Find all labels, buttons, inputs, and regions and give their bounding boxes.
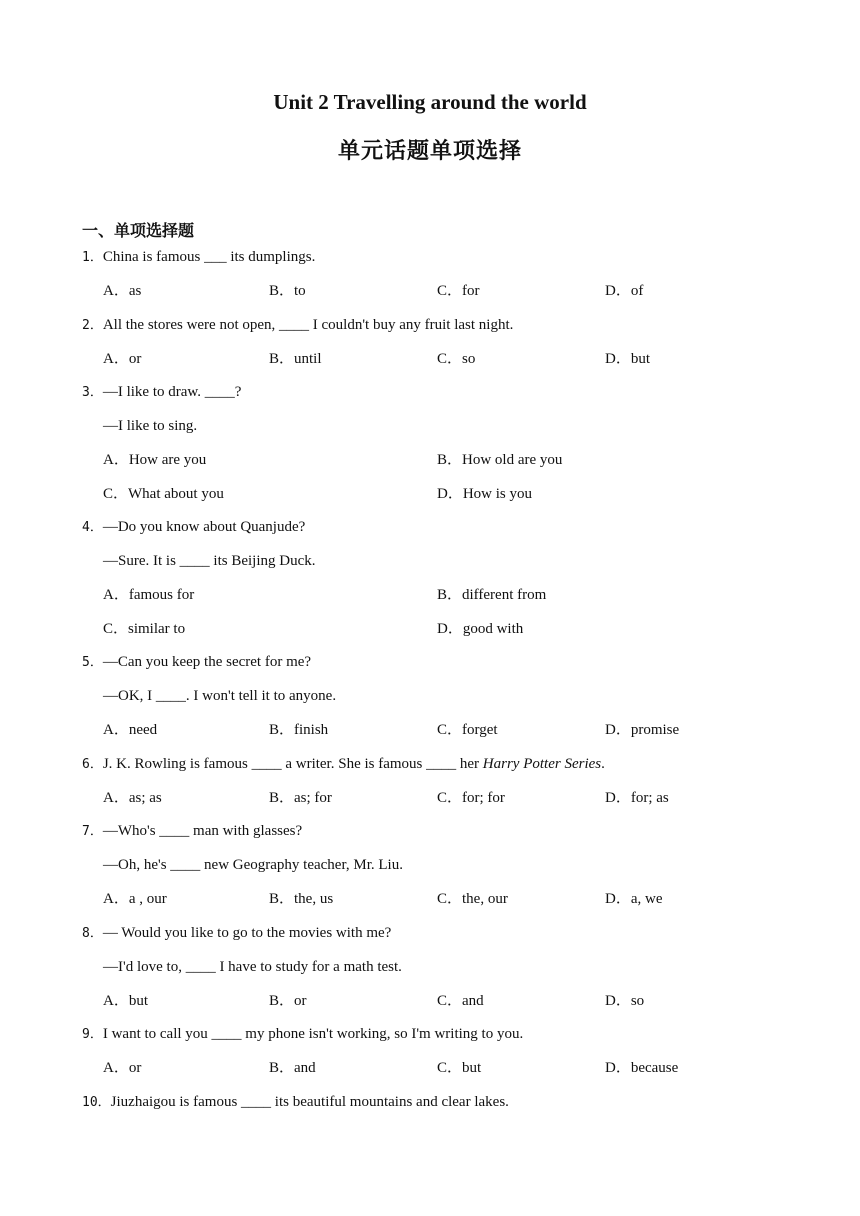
question-stem: —Can you keep the secret for me? xyxy=(102,654,312,670)
option-b[interactable]: B．or xyxy=(269,993,307,1009)
question-number: 4． xyxy=(82,520,103,535)
question-5 xyxy=(82,652,311,673)
option-d[interactable]: D．a, we xyxy=(605,891,663,907)
question-stem-reply: —I like to sing. xyxy=(103,418,198,434)
option-a[interactable]: A．or xyxy=(103,1060,142,1076)
option-c[interactable]: C．the, our xyxy=(437,891,508,907)
page-subtitle: 单元话题单项选择 xyxy=(337,139,522,164)
option-c[interactable]: C．forget xyxy=(437,722,498,738)
option-b[interactable]: B．different from xyxy=(437,587,547,603)
option-b[interactable]: B．finish xyxy=(269,722,329,738)
question-number: 7． xyxy=(82,824,103,839)
option-c[interactable]: C．similar to xyxy=(103,621,186,637)
option-a[interactable]: A．but xyxy=(103,993,149,1009)
option-b[interactable]: B．How old are you xyxy=(437,452,563,468)
page-title: Unit 2 Travelling around the world xyxy=(273,90,587,114)
question-stem: I want to call you ____ my phone isn't working, so I'm writing to you. xyxy=(102,1026,524,1042)
question-1 xyxy=(82,247,315,268)
question-stem: China is famous ___ its dumplings. xyxy=(102,249,316,265)
option-b[interactable]: B．until xyxy=(269,351,322,367)
option-b[interactable]: B．and xyxy=(269,1060,316,1076)
question-8 xyxy=(82,923,391,944)
question-number: 2． xyxy=(82,318,103,333)
option-c[interactable]: C．for xyxy=(437,283,480,299)
question-stem: Jiuzhaigou is famous ____ its beautiful mountains and clear lakes. xyxy=(110,1094,509,1110)
option-d[interactable]: D．so xyxy=(605,993,645,1009)
question-number: 9． xyxy=(82,1027,103,1042)
question-6 xyxy=(82,754,605,775)
option-d[interactable]: D．How is you xyxy=(437,486,533,502)
option-c[interactable]: C．but xyxy=(437,1060,482,1076)
question-stem-reply: —Sure. It is ____ its Beijing Duck. xyxy=(103,553,316,569)
option-b[interactable]: B．the, us xyxy=(269,891,334,907)
question-number: 1． xyxy=(82,250,103,265)
question-stem: —Do you know about Quanjude? xyxy=(102,519,306,535)
section-heading: 一、单项选择题 xyxy=(82,221,195,240)
option-a[interactable]: A．a , our xyxy=(103,891,167,907)
option-c[interactable]: C．and xyxy=(437,993,484,1009)
option-b[interactable]: B．as; for xyxy=(269,790,332,806)
option-a[interactable]: A．as xyxy=(103,283,142,299)
question-stem-reply: —OK, I ____. I won't tell it to anyone. xyxy=(103,688,337,704)
option-c[interactable]: C．so xyxy=(437,351,476,367)
option-d[interactable]: D．because xyxy=(605,1060,679,1076)
option-a[interactable]: A．or xyxy=(103,351,142,367)
question-number: 6． xyxy=(82,757,103,772)
option-a[interactable]: A．How are you xyxy=(103,452,207,468)
option-a[interactable]: A．as; as xyxy=(103,790,162,806)
question-3 xyxy=(82,382,241,403)
question-stem: —Who's ____ man with glasses? xyxy=(102,823,303,839)
option-d[interactable]: D．of xyxy=(605,283,644,299)
option-a[interactable]: A．need xyxy=(103,722,158,738)
question-9 xyxy=(82,1024,523,1045)
question-number: 8． xyxy=(82,926,103,941)
question-2 xyxy=(82,315,513,336)
question-stem: —I like to draw. ____? xyxy=(102,384,242,400)
question-4 xyxy=(82,517,305,538)
book-title: Harry Potter Series xyxy=(482,756,602,772)
option-d[interactable]: D．for; as xyxy=(605,790,669,806)
question-stem: J. K. Rowling is famous ____ a writer. She is famous ____ her xyxy=(102,756,483,772)
question-stem: — Would you like to go to the movies with me? xyxy=(102,925,392,941)
question-stem-reply: —I'd love to, ____ I have to study for a math test. xyxy=(103,959,402,975)
option-c[interactable]: C．for; for xyxy=(437,790,505,806)
option-d[interactable]: D．but xyxy=(605,351,651,367)
question-number: 5． xyxy=(82,655,103,670)
option-d[interactable]: D．good with xyxy=(437,621,524,637)
option-a[interactable]: A．famous for xyxy=(103,587,195,603)
option-b[interactable]: B．to xyxy=(269,283,306,299)
question-stem-end: . xyxy=(601,756,605,772)
question-7 xyxy=(82,821,302,842)
question-stem: All the stores were not open, ____ I couldn't buy any fruit last night. xyxy=(102,317,514,333)
question-number: 3． xyxy=(82,385,103,400)
question-10 xyxy=(82,1092,509,1113)
option-d[interactable]: D．promise xyxy=(605,722,680,738)
question-stem-reply: —Oh, he's ____ new Geography teacher, Mr. Liu. xyxy=(103,857,403,873)
option-c[interactable]: C．What about you xyxy=(103,486,224,502)
question-number: 10． xyxy=(82,1095,111,1110)
